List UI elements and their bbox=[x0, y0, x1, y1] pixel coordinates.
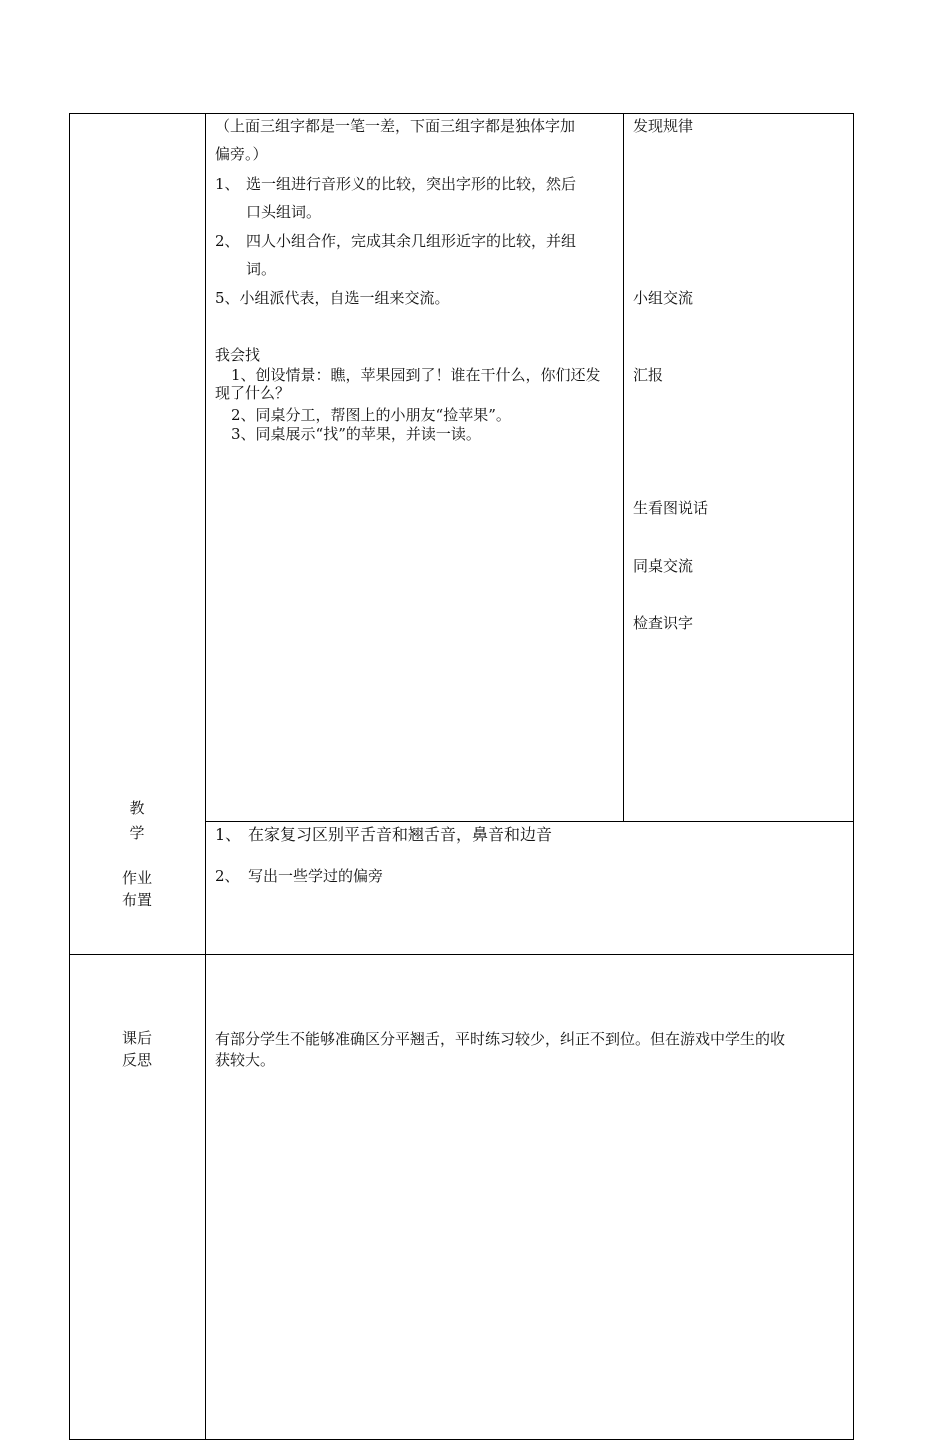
process-item-5: 5、小组派代表，自选一组来交流。 bbox=[215, 289, 450, 307]
find-section-title: 我会找 bbox=[215, 346, 261, 364]
activity-item: 发现规律 bbox=[633, 117, 694, 135]
reflection-row-top-border bbox=[69, 954, 854, 955]
activity-item: 小组交流 bbox=[633, 289, 694, 307]
homework-row-top-border bbox=[205, 821, 854, 822]
reflection-text-line-2: 获较大。 bbox=[215, 1051, 276, 1069]
activity-item: 汇报 bbox=[633, 366, 664, 384]
process-note-line-1: （上面三组字都是一笔一差，下面三组字都是独体字加 bbox=[215, 117, 576, 135]
activity-column-divider bbox=[623, 113, 624, 821]
process-item-2-line-1: 四人小组合作，完成其余几组形近字的比较，并组 bbox=[246, 232, 577, 250]
homework-label-line-2: 布置 bbox=[121, 891, 152, 909]
homework-item-2: 写出一些学过的偏旁 bbox=[248, 867, 384, 885]
activity-item: 同桌交流 bbox=[633, 557, 694, 575]
homework-item-2-number: 2、 bbox=[215, 867, 240, 885]
process-item-1-number: 1、 bbox=[215, 175, 240, 193]
process-item-1-line-1: 选一组进行音形义的比较，突出字形的比较，然后 bbox=[246, 175, 577, 193]
find-step-3: 3、同桌展示“找”的苹果，并读一读。 bbox=[231, 425, 481, 443]
process-note-line-2: 偏旁。） bbox=[215, 145, 268, 163]
process-label-char-2: 学 bbox=[129, 824, 145, 842]
find-step-2: 2、同桌分工，帮图上的小朋友“捡苹果”。 bbox=[231, 406, 511, 424]
find-step-1-line-1: 1、创设情景：瞧，苹果园到了！谁在干什么，你们还发 bbox=[231, 366, 601, 384]
homework-label-line-1: 作业 bbox=[121, 869, 152, 887]
activity-item: 生看图说话 bbox=[633, 499, 709, 517]
process-item-2-number: 2、 bbox=[215, 232, 240, 250]
label-column-divider bbox=[205, 113, 206, 1440]
reflection-label-line-2: 反思 bbox=[121, 1051, 152, 1069]
table-left-border bbox=[69, 113, 70, 1440]
homework-item-1-number: 1、 bbox=[215, 825, 242, 844]
table-right-border bbox=[853, 113, 854, 1440]
process-label-char-1: 教 bbox=[129, 799, 145, 817]
find-step-1-line-2: 现了什么？ bbox=[215, 384, 291, 402]
homework-item-1: 在家复习区别平舌音和翘舌音，鼻音和边音 bbox=[248, 825, 553, 844]
reflection-text-line-1: 有部分学生不能够准确区分平翘舌，平时练习较少，纠正不到位。但在游戏中学生的收 bbox=[215, 1030, 786, 1048]
process-item-1-line-2: 口头组词。 bbox=[246, 203, 322, 221]
process-item-2-line-2: 词。 bbox=[246, 260, 277, 278]
table-top-border bbox=[69, 113, 854, 114]
activity-item: 检查识字 bbox=[633, 614, 694, 632]
reflection-label-line-1: 课后 bbox=[121, 1029, 152, 1047]
